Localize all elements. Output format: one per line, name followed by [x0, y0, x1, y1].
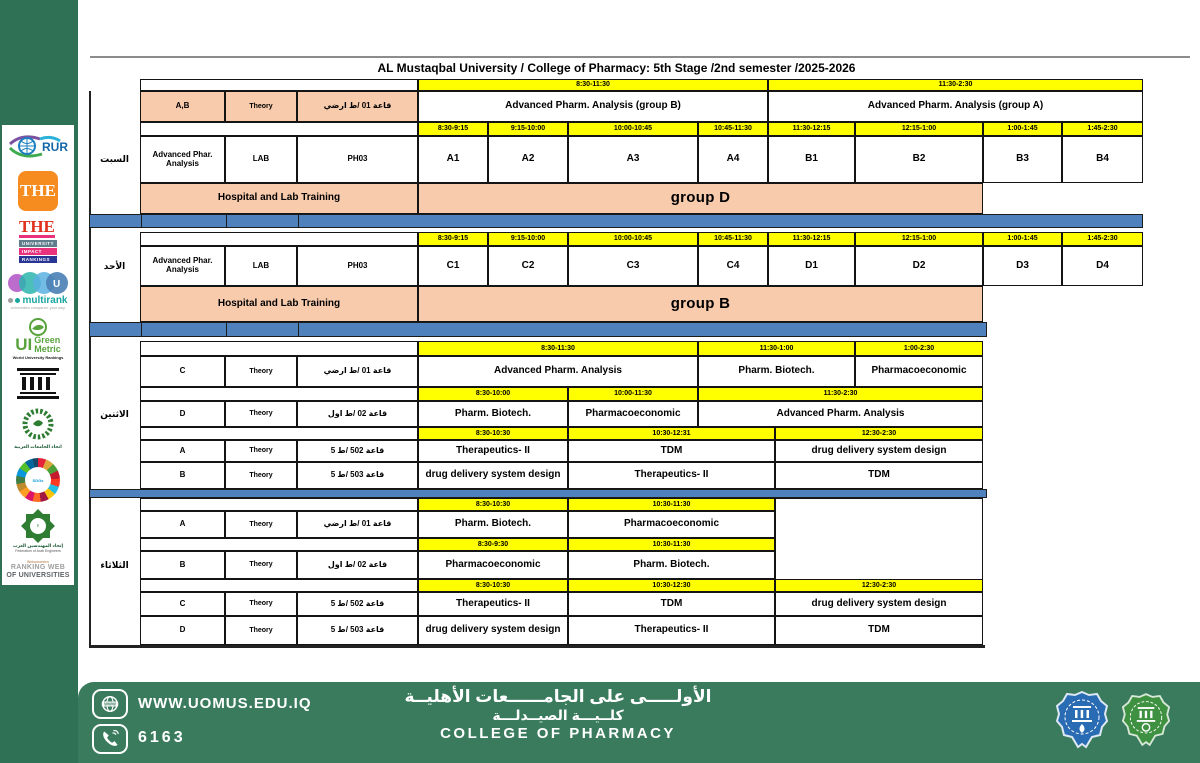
blank-cell — [140, 341, 418, 356]
timetable-row — [140, 498, 775, 511]
globe-www-icon — [99, 694, 121, 714]
webometrics-line2: OF UNIVERSITIES — [6, 571, 70, 579]
time-header-cell: 8:30-10:30 — [418, 427, 568, 440]
time-header-cell: 8:30-9:15 — [418, 232, 488, 246]
footer-slogan — [328, 686, 788, 744]
multirank-label: multirank — [22, 295, 68, 307]
timetable-cell: Theory — [225, 511, 297, 538]
timetable-row — [140, 246, 1143, 286]
multirank-tagline: universities compared. your way. — [10, 306, 66, 311]
top-divider-line — [90, 56, 1190, 58]
time-header-cell: 11:30-1:00 — [698, 341, 855, 356]
federation-arab-engineers-logo — [13, 510, 63, 553]
timetable-cell: group D — [418, 183, 983, 214]
timetable-cell: Hospital and Lab Training — [140, 183, 418, 214]
blank-cell — [140, 538, 418, 551]
blank-cell — [140, 498, 418, 511]
the-ranking-logo — [18, 171, 58, 211]
tuesday-empty-cell — [775, 498, 983, 580]
time-header-cell: 10:30-12:31 — [568, 427, 775, 440]
timetable-cell: Theory — [225, 91, 297, 122]
timetable-cell: Pharm. Biotech. — [698, 356, 855, 387]
footer-arabic-line1: الأولـــــى على الجامــــــعات الأهليــة — [404, 687, 712, 706]
impact-line-university: UNIVERSITY — [19, 240, 57, 247]
timetable-cell: drug delivery system design — [775, 592, 983, 616]
timetable-cell: B — [140, 551, 225, 579]
time-header-cell: 11:30-12:15 — [768, 232, 855, 246]
aau-caption: اتحاد الجامعات العربية — [14, 444, 62, 450]
footer-college-name: COLLEGE OF PHARMACY — [440, 724, 676, 742]
day-label: الأحد — [103, 260, 126, 271]
webometrics-logo — [6, 561, 69, 579]
timetable-cell: قاعة 503 /ط 5 — [297, 462, 418, 489]
timetable-row — [140, 440, 983, 462]
timetable-row — [140, 122, 1143, 136]
timetable-cell: A2 — [488, 136, 568, 183]
timetable-row — [140, 427, 983, 440]
timetable-row — [140, 401, 983, 427]
day-divider-bar — [89, 322, 987, 337]
phone-number: 6163 — [138, 729, 186, 746]
time-header-cell: 12:30-2:30 — [775, 427, 983, 440]
timetable — [89, 79, 1143, 651]
timetable-cell: قاعة 01 /ط ارضي — [297, 511, 418, 538]
timetable-cell: Pharmacoeconomic — [568, 511, 775, 538]
timetable-cell: LAB — [225, 136, 297, 183]
timetable-cell: A — [140, 511, 225, 538]
timetable-cell: D3 — [983, 246, 1062, 286]
laurel-wreath-icon — [18, 407, 58, 443]
university-building-logo — [15, 368, 61, 400]
timetable-row — [140, 551, 775, 579]
time-header-cell: 11:30-12:15 — [768, 122, 855, 136]
phone-badge — [92, 724, 128, 754]
time-header-cell: 10:45-11:30 — [698, 232, 768, 246]
timetable-cell: PH03 — [297, 136, 418, 183]
timetable-cell: Advanced Pharm. Analysis (group B) — [418, 91, 768, 122]
timetable-cell: B1 — [768, 136, 855, 183]
time-header-cell: 11:30-2:30 — [698, 387, 983, 401]
timetable-row — [140, 136, 1143, 183]
arab-universities-association-logo — [14, 407, 62, 450]
timetable-cell: D — [140, 616, 225, 645]
time-header-cell: 8:30-10:30 — [418, 579, 568, 592]
time-header-cell: 10:00-10:45 — [568, 232, 698, 246]
timetable-cell: Pharmacoeconomic — [418, 551, 568, 579]
ranking-logo-panel — [2, 125, 74, 585]
svg-text:WWW: WWW — [104, 701, 116, 707]
timetable-cell: Theory — [225, 616, 297, 645]
multirank-logo — [7, 271, 69, 310]
blank-cell — [140, 79, 418, 91]
time-header-cell: 1:00-2:30 — [855, 341, 983, 356]
timetable-row — [140, 356, 983, 387]
footer-arabic-line2: كلــيـــة الصيــدلـــة — [492, 707, 624, 724]
blank-cell — [140, 232, 418, 246]
time-header-cell: 8:30-11:30 — [418, 341, 698, 356]
page-title — [90, 61, 1143, 75]
title-stage: 5th Stage — [653, 61, 708, 75]
day-label: الاثنين — [100, 408, 129, 419]
rur-label: RUR — [42, 140, 68, 154]
sdg-center-label: SDGs — [32, 477, 44, 483]
time-header-cell: 12:15-1:00 — [855, 122, 983, 136]
timetable-cell: B2 — [855, 136, 983, 183]
timetable-cell: A,B — [140, 91, 225, 122]
classical-building-icon — [15, 368, 61, 400]
university-seal-blue — [1056, 690, 1108, 750]
timetable-row — [140, 462, 983, 489]
timetable-cell: Theory — [225, 592, 297, 616]
timetable-cell: Pharm. Biotech. — [568, 551, 775, 579]
timetable-cell: PH03 — [297, 246, 418, 286]
time-header-cell: 9:15-10:00 — [488, 232, 568, 246]
timetable-cell: TDM — [775, 616, 983, 645]
timetable-cell: A4 — [698, 136, 768, 183]
timetable-row — [140, 79, 1143, 91]
greenmetric-green-label: Green — [34, 334, 61, 345]
time-header-cell: 12:15-1:00 — [855, 232, 983, 246]
timetable-row — [140, 616, 983, 645]
time-header-cell: 1:00-1:45 — [983, 122, 1062, 136]
timetable-cell: Therapeutics- II — [568, 616, 775, 645]
the-label: THE — [20, 180, 56, 200]
timetable-cell: Pharm. Biotech. — [418, 511, 568, 538]
greenmetric-ui-label: UI — [15, 335, 33, 355]
time-header-cell: 10:00-11:30 — [568, 387, 698, 401]
timetable-cell: A — [140, 440, 225, 462]
timetable-cell: Theory — [225, 440, 297, 462]
time-header-cell: 1:00-1:45 — [983, 232, 1062, 246]
pharmacy-college-seal-green — [1122, 692, 1170, 748]
time-header-cell: 10:30-11:30 — [568, 498, 775, 511]
impact-line-rankings: RANKINGS — [19, 256, 57, 263]
title-suffix: /2nd semester /2025-2026 — [707, 61, 856, 75]
impact-the-label: THE — [18, 217, 55, 237]
footer-banner — [78, 682, 1200, 763]
ranking-sidebar — [0, 0, 78, 763]
timetable-row — [140, 91, 1143, 122]
day-label: الثلاثاء — [100, 559, 129, 570]
timetable-row — [140, 341, 983, 356]
timetable-cell: D — [140, 401, 225, 427]
time-header-cell: 10:30-11:30 — [568, 538, 775, 551]
timetable-row — [140, 592, 983, 616]
sdg-wheel-logo — [16, 458, 60, 502]
rur-ranking-logo — [6, 131, 70, 163]
timetable-cell: C1 — [418, 246, 488, 286]
time-header-cell: 11:30-2:30 — [768, 79, 1143, 91]
timetable-row — [140, 579, 983, 592]
timetable-cell: قاعة 01 /ط ارضي — [297, 91, 418, 122]
timetable-cell: Therapeutics- II — [418, 592, 568, 616]
day-label: السبت — [100, 154, 129, 164]
time-header-cell: 10:00-10:45 — [568, 122, 698, 136]
time-header-cell: 10:45-11:30 — [698, 122, 768, 136]
timetable-row — [140, 286, 983, 322]
timetable-cell: TDM — [775, 462, 983, 489]
timetable-cell: Advanced Pharm. Analysis (group A) — [768, 91, 1143, 122]
webometrics-line1: RANKING WEB — [10, 564, 66, 572]
timetable-row — [140, 387, 983, 401]
timetable-cell: drug delivery system design — [775, 440, 983, 462]
eight-point-star-icon: ا — [22, 510, 54, 542]
blank-cell — [140, 122, 418, 136]
time-header-cell: 8:30-9:15 — [418, 122, 488, 136]
phone-icon — [100, 729, 120, 749]
time-header-cell: 8:30-10:30 — [418, 498, 568, 511]
timetable-cell: قاعة 01 /ط ارضي — [297, 356, 418, 387]
timetable-cell: TDM — [568, 592, 775, 616]
blank-cell — [140, 387, 418, 401]
fae-caption: إتحاد المهندسين العرب — [12, 542, 64, 548]
timetable-cell: B4 — [1062, 136, 1143, 183]
timetable-cell: Therapeutics- II — [418, 440, 568, 462]
day-divider-bar — [89, 489, 987, 498]
timetable-cell: قاعة 02 /ط اول — [297, 401, 418, 427]
timetable-cell: قاعة 502 /ط 5 — [297, 440, 418, 462]
time-header-cell: 8:30-11:30 — [418, 79, 768, 91]
timetable-cell: D2 — [855, 246, 983, 286]
website-badge — [92, 689, 128, 719]
blank-cell — [140, 427, 418, 440]
timetable-cell: قاعة 502 /ط 5 — [297, 592, 418, 616]
timetable-row — [140, 183, 983, 214]
timetable-cell: قاعة 503 /ط 5 — [297, 616, 418, 645]
timetable-cell: Theory — [225, 551, 297, 579]
timetable-cell: drug delivery system design — [418, 462, 568, 489]
timetable-cell: Pharm. Biotech. — [418, 401, 568, 427]
timetable-cell: C2 — [488, 246, 568, 286]
timetable-cell: Advanced Phar. Analysis — [140, 246, 225, 286]
timetable-cell: Pharmacoeconomic — [568, 401, 698, 427]
timetable-cell: Therapeutics- II — [568, 462, 775, 489]
impact-line-impact: IMPACT — [19, 248, 57, 255]
timetable-cell: TDM — [568, 440, 775, 462]
timetable-cell: قاعة 02 /ط اول — [297, 551, 418, 579]
timetable-cell: Hospital and Lab Training — [140, 286, 418, 322]
timetable-cell: Pharmacoeconomic — [855, 356, 983, 387]
timetable-cell: D4 — [1062, 246, 1143, 286]
title-prefix: AL Mustaqbal University / College of Pharmacy: — [377, 61, 654, 75]
timetable-cell: Theory — [225, 401, 297, 427]
timetable-cell: Advanced Pharm. Analysis — [418, 356, 698, 387]
timetable-cell: group B — [418, 286, 983, 322]
timetable-row — [140, 538, 775, 551]
time-header-cell: 12:30-2:30 — [775, 579, 983, 592]
timetable-cell: C4 — [698, 246, 768, 286]
timetable-cell: Theory — [225, 356, 297, 387]
day-divider-bar — [89, 214, 1143, 228]
timetable-cell: C3 — [568, 246, 698, 286]
timetable-cell: B — [140, 462, 225, 489]
table-bottom-border — [89, 645, 985, 648]
time-header-cell: 1:45-2:30 — [1062, 122, 1143, 136]
webometrics-word: Webometrics — [27, 559, 49, 564]
timetable-cell: Advanced Phar. Analysis — [140, 136, 225, 183]
time-header-cell: 1:45-2:30 — [1062, 232, 1143, 246]
ui-greenmetric-logo — [13, 318, 64, 360]
greenmetric-subtitle: World University Rankings — [12, 354, 64, 360]
timetable-cell: D1 — [768, 246, 855, 286]
greenmetric-metric-label: Metric — [34, 343, 61, 354]
time-header-cell: 9:15-10:00 — [488, 122, 568, 136]
the-impact-rankings-logo — [19, 218, 57, 263]
timetable-cell: B3 — [983, 136, 1062, 183]
timetable-cell: Theory — [225, 462, 297, 489]
timetable-row — [140, 511, 775, 538]
blank-cell — [140, 579, 418, 592]
timetable-cell: A3 — [568, 136, 698, 183]
time-header-cell: 10:30-12:30 — [568, 579, 775, 592]
multirank-circles-icon — [7, 271, 69, 295]
timetable-cell: C — [140, 592, 225, 616]
time-header-cell: 8:30-10:00 — [418, 387, 568, 401]
timetable-cell: Advanced Pharm. Analysis — [698, 401, 983, 427]
time-header-cell: 8:30-9:30 — [418, 538, 568, 551]
greenmetric-globe-icon — [28, 318, 48, 336]
fae-subtitle: Federation of Arab Engineers — [15, 548, 61, 553]
timetable-cell: drug delivery system design — [418, 616, 568, 645]
timetable-cell: LAB — [225, 246, 297, 286]
timetable-row — [140, 232, 1143, 246]
svg-text:U: U — [53, 279, 61, 291]
timetable-cell: C — [140, 356, 225, 387]
timetable-cell: A1 — [418, 136, 488, 183]
website-url: WWW.UOMUS.EDU.IQ — [138, 695, 312, 712]
